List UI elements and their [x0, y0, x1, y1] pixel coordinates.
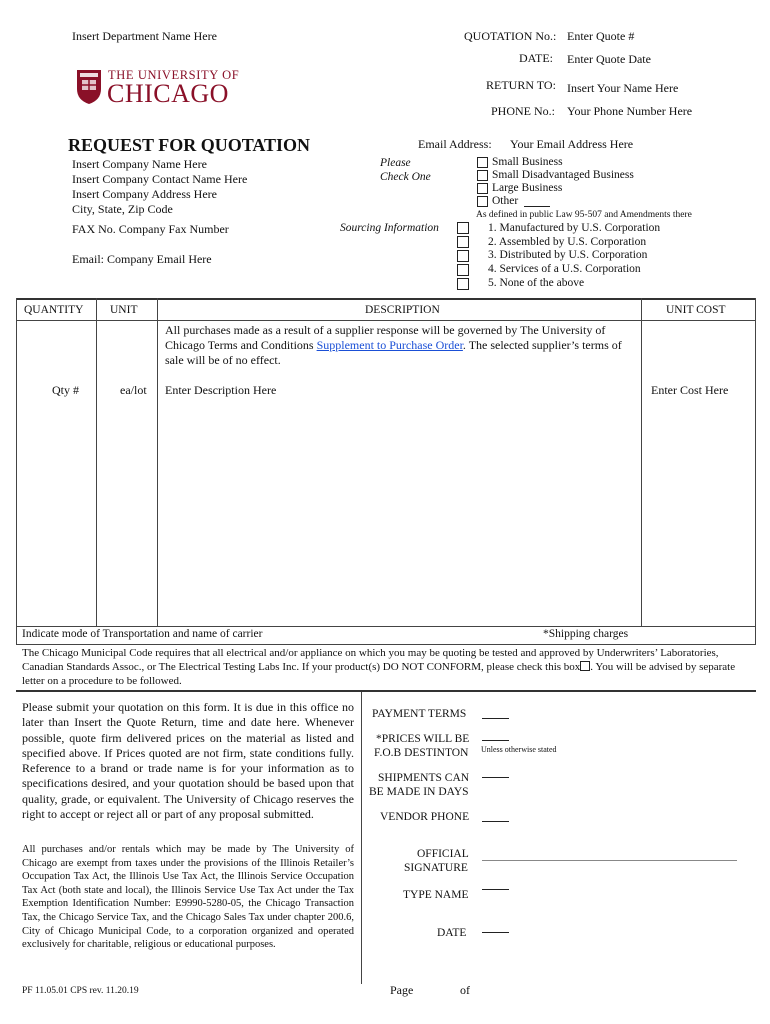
company-city-field[interactable]: City, State, Zip Code — [72, 202, 173, 216]
company-name-field[interactable]: Insert Company Name Here — [72, 157, 207, 171]
terms-text-1: All purchases made as a result of a supplier response will be governed by The University of Chicago Terms and Conditions — [165, 323, 606, 352]
nonconform-checkbox[interactable] — [580, 661, 590, 671]
lower-divider — [361, 692, 362, 984]
small-disadvantaged-label: Small Disadvantaged Business — [492, 169, 634, 181]
payment-terms-label: PAYMENT TERMS — [372, 708, 467, 720]
supplement-link[interactable]: Supplement to Purchase Order — [316, 338, 463, 352]
quotation-no-label: QUOTATION No.: — [464, 29, 557, 43]
sourcing-checkbox-5[interactable] — [457, 278, 469, 290]
prices-label-line1: *PRICES WILL BE — [376, 733, 470, 745]
sourcing-note: As defined in public Law 95-507 and Amendments there — [476, 210, 692, 220]
type-name-field[interactable] — [482, 889, 509, 890]
company-fax-field[interactable]: FAX No. Company Fax Number — [72, 222, 229, 236]
terms-statement — [165, 323, 640, 368]
company-email-field[interactable]: Email: Company Email Here — [72, 252, 212, 266]
col-header-unit-cost: UNIT COST — [666, 304, 726, 316]
sourcing-option-3: 3. Distributed by U.S. Corporation — [488, 249, 648, 261]
quotation-no-field[interactable]: Enter Quote # — [567, 29, 635, 43]
prices-label-line2: F.O.B DESTINTON — [374, 747, 469, 759]
prices-field[interactable] — [482, 740, 509, 741]
sourcing-checkbox-3[interactable] — [457, 250, 469, 262]
page-title: REQUEST FOR QUOTATION — [68, 135, 311, 155]
please-label: Please — [380, 157, 411, 169]
municipal-notice — [22, 646, 750, 688]
return-to-field[interactable]: Insert Your Name Here — [567, 81, 679, 95]
company-contact-field[interactable]: Insert Company Contact Name Here — [72, 172, 248, 186]
date-field[interactable]: Enter Quote Date — [567, 52, 651, 66]
large-business-label: Large Business — [492, 182, 563, 194]
phone-no-label: PHONE No.: — [491, 104, 556, 118]
official-signature-label-line2: SIGNATURE — [404, 862, 468, 874]
check-one-label: Check One — [380, 171, 431, 183]
vendor-phone-label: VENDOR PHONE — [380, 811, 470, 823]
col-header-description: DESCRIPTION — [365, 304, 440, 316]
table-header-border — [16, 320, 756, 321]
sourcing-checkbox-4[interactable] — [457, 264, 469, 276]
unless-stated-note: Unless otherwise stated — [481, 745, 557, 754]
col-divider-2 — [157, 298, 158, 626]
small-business-checkbox[interactable] — [477, 157, 488, 168]
table-right-border — [755, 298, 756, 644]
email-address-label: Email Address: — [418, 137, 492, 151]
transport-top-border — [16, 626, 756, 627]
official-signature-field[interactable] — [482, 860, 737, 861]
municipal-text-2: . You will be advised by separate letter on a procedure to be followed. — [22, 661, 736, 687]
email-address-field[interactable]: Your Email Address Here — [510, 137, 634, 151]
other-blank[interactable] — [524, 206, 550, 207]
logo-line-1: THE UNIVERSITY OF — [108, 68, 240, 82]
table-left-border — [16, 298, 17, 644]
other-label: Other — [492, 195, 519, 207]
sourcing-option-1: 1. Manufactured by U.S. Corporation — [488, 222, 661, 234]
sourcing-option-5: 5. None of the above — [488, 277, 585, 289]
date-sign-field[interactable] — [482, 932, 509, 933]
tax-exemption-text: All purchases and/or rentals which may be made by The University of Chicago are exempt from taxes under the provisions of the Illinois Retailer’s Occupation Tax Act, the Illinois Use Tax Act, the Illinois Service Occupation Tax Act (both state and local), the Illinois Service Use Tax Act under the Tax Exemption Identification Number: E9990-5280-05, the Chicago Transaction Tax, the Chicago Service Tax, and the Chicago Sales Tax under chapter 200.6, City of Chicago Municipal Code, to a corporation organized and operated exclusively for charitable, religious or educational purposes. — [22, 844, 354, 951]
sourcing-checkbox-1[interactable] — [457, 222, 469, 234]
description-field[interactable]: Enter Description Here — [165, 383, 277, 397]
submit-instructions: Please submit your quotation on this form. It is due in this office no later than Insert the Quote Return, time and date here. Whenever possible, quote firm delivered prices on the material as listed and specified above. If Prices quoted are not firm, state conditions fully. Reference to a brand or trade name is for your information as to specifications desired, and your quotation should be based upon that quality, grade, or equivalent. The University of Chicago reserves the right to accept or reject all or part of any proposal submitted. — [22, 700, 354, 822]
payment-terms-field[interactable] — [482, 718, 509, 719]
col-header-unit: UNIT — [110, 304, 138, 316]
logo-line-2: CHICAGO — [107, 79, 229, 108]
shipments-days-field[interactable] — [482, 777, 509, 778]
qty-field[interactable]: Qty # — [52, 383, 79, 397]
notice-bottom-border — [16, 690, 756, 692]
shipping-label[interactable]: *Shipping charges — [543, 628, 629, 640]
return-to-label: RETURN TO: — [486, 78, 556, 92]
unit-field[interactable]: ea/lot — [120, 383, 147, 397]
company-address-field[interactable]: Insert Company Address Here — [72, 187, 217, 201]
crest-icon — [76, 69, 102, 105]
small-disadvantaged-checkbox[interactable] — [477, 170, 488, 181]
transport-label[interactable]: Indicate mode of Transportation and name of carrier — [22, 628, 263, 640]
col-divider-3 — [641, 298, 642, 626]
other-checkbox[interactable] — [477, 196, 488, 207]
large-business-checkbox[interactable] — [477, 183, 488, 194]
shipments-label-line1: SHIPMENTS CAN — [378, 772, 470, 784]
official-signature-label-line1: OFFICIAL — [417, 848, 469, 860]
vendor-phone-field[interactable] — [482, 821, 509, 822]
table-top-border — [16, 298, 756, 300]
phone-no-field[interactable]: Your Phone Number Here — [567, 104, 693, 118]
small-business-label: Small Business — [492, 156, 563, 168]
sourcing-option-4: 4. Services of a U.S. Corporation — [488, 263, 641, 275]
col-divider-1 — [96, 298, 97, 626]
terms-text-2: . The selected supplier’s terms of sale will be of no effect. — [165, 338, 622, 367]
of-label: of — [460, 983, 470, 997]
col-header-quantity: QUANTITY — [24, 304, 84, 316]
sourcing-option-2: 2. Assembled by U.S. Corporation — [488, 236, 647, 248]
university-logo — [76, 68, 246, 108]
transport-bottom-border — [16, 644, 756, 645]
shipments-label-line2: BE MADE IN DAYS — [369, 786, 469, 798]
date-sign-label: DATE — [437, 927, 467, 939]
page-label: Page — [390, 983, 414, 997]
sourcing-checkbox-2[interactable] — [457, 236, 469, 248]
type-name-label: TYPE NAME — [403, 889, 469, 901]
unit-cost-field[interactable]: Enter Cost Here — [651, 383, 729, 397]
department-name[interactable]: Insert Department Name Here — [72, 29, 217, 43]
date-label: DATE: — [519, 51, 553, 65]
municipal-text-1: The Chicago Municipal Code requires that all electrical and/or appliance on which you may be quoting be tested and approved by Underwriters’ Laboratories, Canadian Standards Assoc., or The Electrical Testing Labs Inc. If your product(s) DO NOT CONFORM, please check this box — [22, 647, 719, 673]
form-id: PF 11.05.01 CPS rev. 11.20.19 — [22, 986, 139, 996]
sourcing-label: Sourcing Information — [340, 222, 439, 234]
